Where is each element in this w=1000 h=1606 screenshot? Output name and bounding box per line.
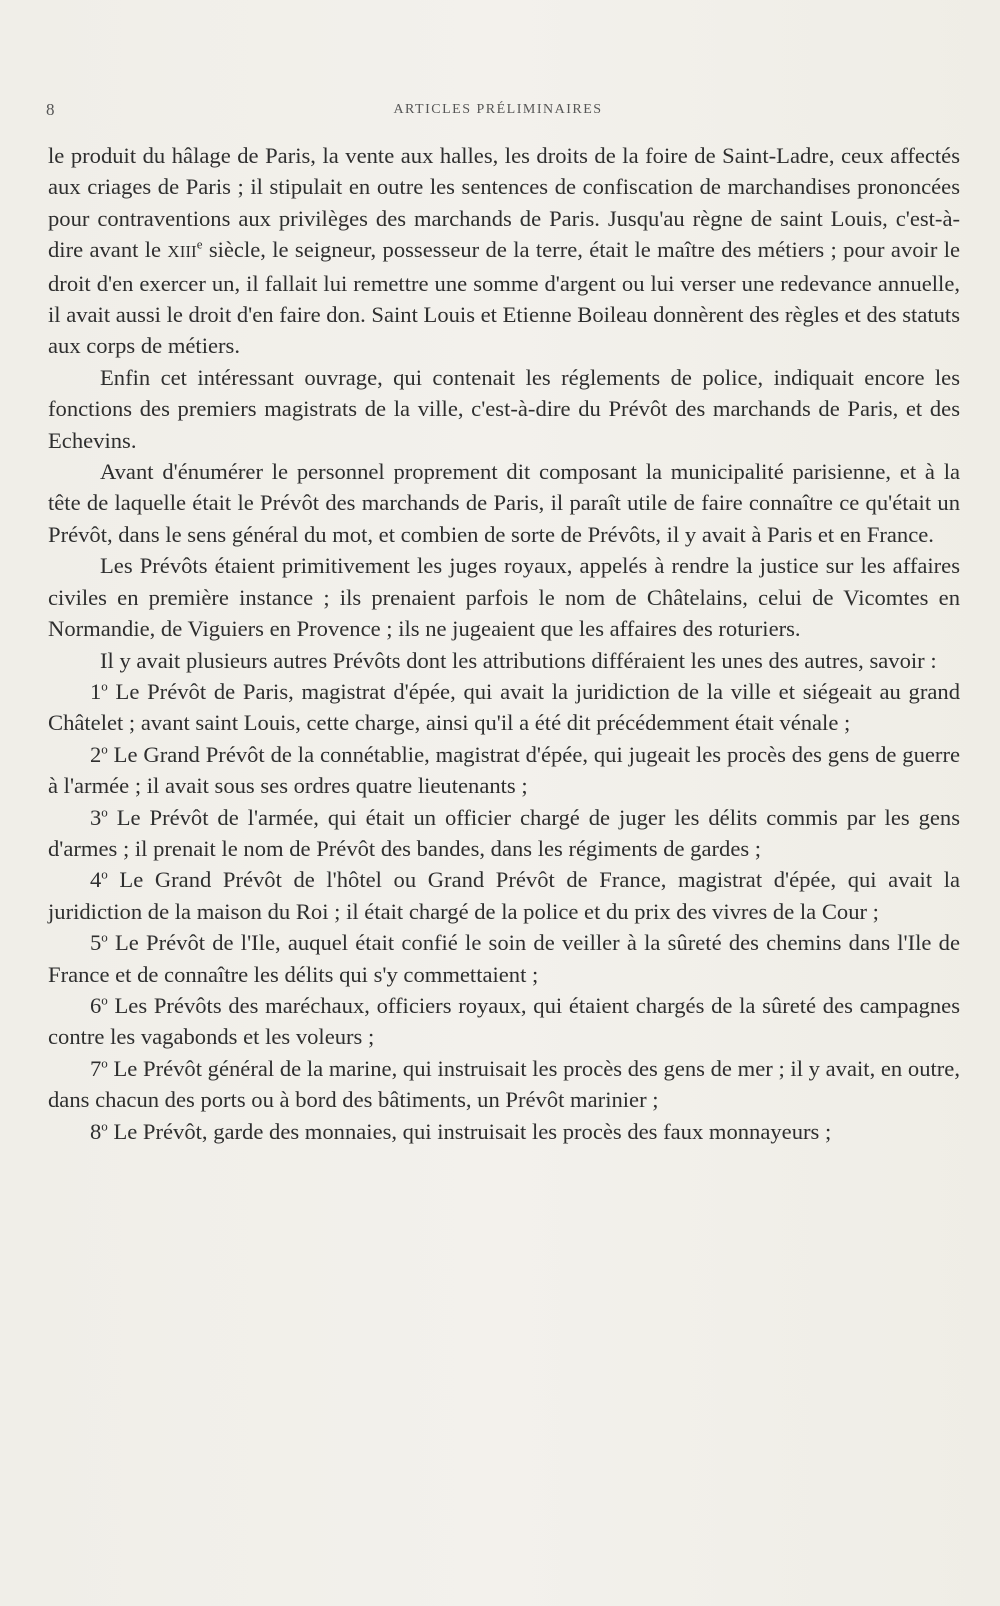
paragraph-text-part: siècle, le seigneur, possesseur de la terre, était le maître des métiers ; pour avoir le droit d'en exercer un, il fallait lui remettre une somme d'argent ou lui verser une redevance annuelle, il avait aussi le droit d'en faire don. Saint Louis et Etienne Boileau donnèrent des règles et des statuts aux corps de métiers. bbox=[48, 237, 960, 359]
item-ordinal: o bbox=[101, 866, 108, 882]
list-item bbox=[48, 802, 960, 865]
list-item bbox=[48, 676, 960, 739]
item-number: 1 bbox=[90, 678, 102, 704]
item-text: Le Prévôt, garde des monnaies, qui instruisait les procès des faux monnayeurs ; bbox=[107, 1118, 832, 1144]
page-header bbox=[46, 100, 950, 124]
paragraph: Les Prévôts étaient primitivement les juges royaux, appelés à rendre la justice sur les affaires civiles en première instance ; ils prenaient parfois le nom de Châtelains, celui de Vicomtes en Normandie, de Viguiers en Provence ; ils ne jugeaient que les affaires des roturiers. bbox=[48, 553, 960, 642]
paragraph-continued bbox=[48, 140, 960, 362]
item-number: 8 bbox=[90, 1118, 102, 1144]
item-ordinal: o bbox=[101, 741, 108, 757]
item-text: Le Prévôt de l'Ile, auquel était confié le soin de veiller à la sûreté des chemins dans l'Ile de France et de connaître les délits qui s'y commettaient ; bbox=[48, 930, 960, 987]
item-text: Le Grand Prévôt de la connétablie, magistrat d'épée, qui jugeait les procès des gens de guerre à l'armée ; il avait sous ses ordres quatre lieutenants ; bbox=[48, 741, 960, 799]
item-text: Le Prévôt de Paris, magistrat d'épée, qui avait la juridiction de la ville et siégeait au grand Châtelet ; avant saint Louis, cette charge, ainsi qu'il a été dit précédemment était vénale ; bbox=[48, 678, 960, 736]
century-superscript: e bbox=[196, 236, 203, 252]
item-ordinal: o bbox=[101, 929, 108, 945]
item-text: Les Prévôts des maréchaux, officiers royaux, qui étaient chargés de la sûreté des campagnes contre les vagabonds et les voleurs ; bbox=[48, 992, 960, 1050]
list-item bbox=[48, 864, 960, 927]
item-ordinal: o bbox=[101, 1118, 108, 1134]
list-item bbox=[48, 927, 960, 990]
paragraph-text-part: le produit du hâlage de Paris, la vente aux halles, les droits de la foire de Saint-Ladre, ceux affectés aux criages de Paris ; il stipulait en outre les sentences de confiscation de marchandises prononcées pour contraventions aux privilèges des marchands de Paris. Jusqu'au règne de saint Louis, c'est-à-dire avant le bbox=[48, 143, 960, 263]
list-item bbox=[48, 1053, 960, 1116]
page-number: 8 bbox=[46, 100, 55, 119]
item-number: 7 bbox=[90, 1055, 102, 1081]
item-ordinal: o bbox=[101, 992, 108, 1008]
item-text: Le Prévôt de l'armée, qui était un officier chargé de juger les délits commis par les gens d'armes ; il prenait le nom de Prévôt des bandes, dans les régiments de gardes ; bbox=[48, 804, 960, 861]
item-ordinal: o bbox=[101, 804, 108, 819]
item-number: 3 bbox=[90, 804, 102, 830]
item-number: 4 bbox=[90, 867, 102, 893]
list-item bbox=[48, 1116, 960, 1147]
item-number: 5 bbox=[90, 930, 102, 956]
list-item bbox=[48, 990, 960, 1053]
item-ordinal: o bbox=[101, 1055, 108, 1071]
item-number: 2 bbox=[90, 741, 102, 767]
item-ordinal: o bbox=[101, 678, 108, 694]
running-title: ARTICLES PRÉLIMINAIRES bbox=[393, 102, 603, 117]
paragraph: Avant d'énumérer le personnel proprement dit composant la municipalité parisienne, et à la tête de laquelle était le Prévôt des marchands de Paris, il paraît utile de faire connaître ce qu'était un Prévôt, dans le sens général du mot, et combien de sorte de Prévôts, il y avait à Paris et en France. bbox=[48, 459, 960, 547]
list-item bbox=[48, 739, 960, 802]
century-numeral: XIII bbox=[167, 242, 197, 262]
paragraph: Il y avait plusieurs autres Prévôts dont les attributions différaient les unes des autres, savoir : bbox=[100, 647, 937, 673]
item-number: 6 bbox=[90, 992, 102, 1018]
item-text: Le Grand Prévôt de l'hôtel ou Grand Prévôt de France, magistrat d'épée, qui avait la juridiction de la maison du Roi ; il était chargé de la police et du prix des vivres de la Cour ; bbox=[48, 867, 960, 924]
paragraph: Enfin cet intéressant ouvrage, qui contenait les réglements de police, indiquait encore les fonctions des premiers magistrats de la ville, c'est-à-dire du Prévôt des marchands de Paris, et des Echevins. bbox=[48, 364, 960, 453]
item-text: Le Prévôt général de la marine, qui instruisait les procès des gens de mer ; il y avait, en outre, dans chacun des ports ou à bord des bâtiments, un Prévôt marinier ; bbox=[48, 1055, 960, 1113]
body-text bbox=[48, 140, 960, 1147]
